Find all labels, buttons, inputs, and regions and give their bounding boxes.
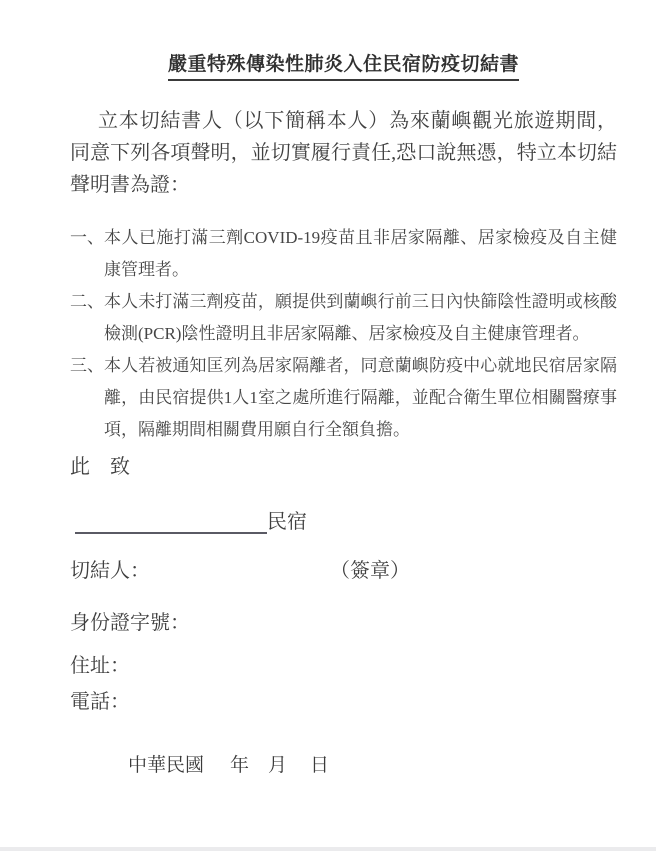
era-label: 中華民國 [128,755,205,776]
phone-label: 電話： [70,691,130,713]
recipient-name-blank [75,510,267,534]
declaration-item-3 [70,350,617,446]
month-label: 月 [268,755,288,776]
seal-note: （簽章） [330,560,410,582]
scan-edge-shadow [0,847,656,851]
declaration-item-2 [70,286,617,350]
item-text: 本人未打滿三劑疫苗，願提供到蘭嶼行前三日內快篩陰性證明或核酸檢測(PCR)陰性證明且非居家隔離、居家檢疫及自主健康管理者。 [104,292,617,343]
item-text: 本人若被通知匡列為居家隔離者，同意蘭嶼防疫中心就地民宿居家隔離，由民宿提供1人1室之處所進行隔離，並配合衛生單位相關醫療事項，隔離期間相關費用願自行全額負擔。 [104,356,617,439]
recipient-suffix: 民宿 [267,511,307,533]
date-line [70,754,617,778]
declaration-list [70,222,617,446]
id-number-label: 身份證字號： [70,612,190,634]
item-number: 一、 [70,228,104,247]
signer-line [70,559,617,583]
document-body [0,49,656,778]
declaration-item-1 [70,222,617,286]
item-number: 二、 [70,292,104,311]
intro-paragraph: 立本切結書人（以下簡稱本人）為來蘭嶼觀光旅遊期間，同意下列各項聲明，並切實履行責任,恐口說無憑，特立本切結聲明書為證： [70,110,617,196]
signer-label: 切結人： [70,560,150,582]
address-label: 住址： [70,655,130,677]
year-label: 年 [230,755,250,776]
recipient-line [70,510,617,534]
page-title: 嚴重特殊傳染性肺炎入住民宿防疫切結書 [168,49,519,81]
salutation: 此 致 [70,456,130,478]
title-row [70,49,617,79]
day-label: 日 [310,755,330,776]
item-text: 本人已施打滿三劑COVID-19疫苗且非居家隔離、居家檢疫及自主健康管理者。 [104,228,617,279]
item-number: 三、 [70,356,104,375]
